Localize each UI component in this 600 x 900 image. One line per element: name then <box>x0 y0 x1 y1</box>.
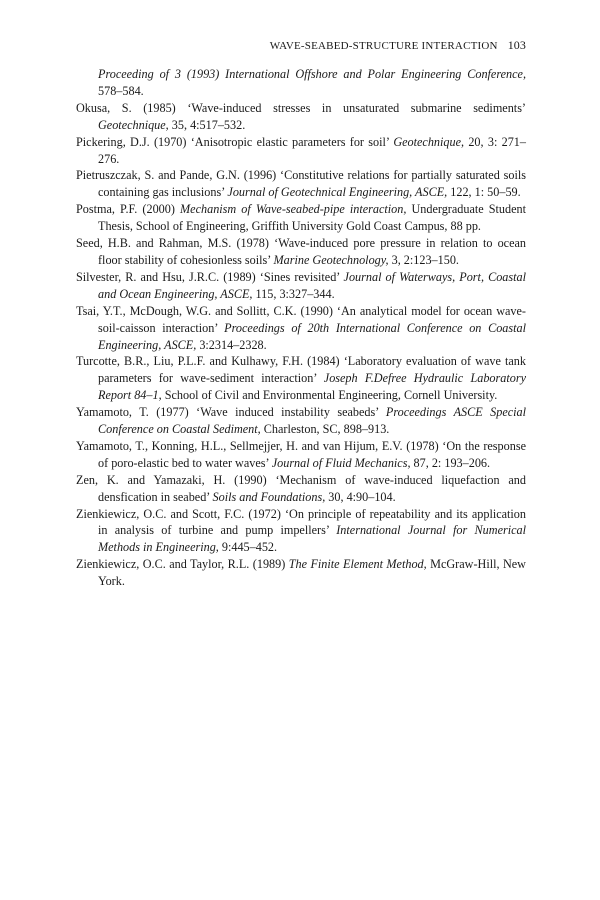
reference-entry <box>76 404 526 438</box>
reference-source: Geotechnique, <box>98 117 169 132</box>
reference-source: Marine Geotechnology, <box>273 252 389 267</box>
reference-text: Zienkiewicz, O.C. and Scott, F.C. (1972) ‘On principle of repeatability and its application in analysis of turbine and pump impellers’ <box>76 506 526 538</box>
reference-source: Soils and Foundations, <box>212 489 326 504</box>
reference-text: Zienkiewicz, O.C. and Taylor, R.L. (1989) <box>76 557 289 572</box>
reference-details: 578–584. <box>98 83 144 98</box>
reference-entry <box>76 66 526 100</box>
reference-entry <box>76 438 526 472</box>
reference-source: Proceeding of 3 (1993) International Offshore and Polar Engineering Conference, <box>98 67 526 81</box>
reference-entry <box>76 235 526 269</box>
page-number: 103 <box>507 38 526 52</box>
reference-entry <box>76 201 526 235</box>
reference-entry <box>76 134 526 168</box>
reference-entry <box>76 506 526 557</box>
reference-source: Journal of Fluid Mechanics, <box>271 455 411 470</box>
reference-source: The Finite Element Method, <box>288 557 427 572</box>
reference-details: 35, 4:517–532. <box>168 117 246 132</box>
reference-details: 3:2314–2328. <box>196 337 267 352</box>
reference-source: Geotechnique, <box>393 134 465 149</box>
reference-details: 9:445–452. <box>218 540 278 555</box>
reference-text: Zen, K. and Yamazaki, H. (1990) ‘Mechanism of wave-induced liquefaction and densfication in seabed’ <box>76 472 526 504</box>
reference-entry <box>76 269 526 303</box>
reference-entry <box>76 353 526 404</box>
reference-source: Journal of Geotechnical Engineering, ASCE, <box>227 185 448 200</box>
reference-source: Proceedings of 20th International Conference on Coastal Engineering, ASCE, <box>98 320 526 352</box>
reference-entry <box>76 303 526 354</box>
running-head-title: WAVE-SEABED-STRUCTURE INTERACTION <box>269 40 498 52</box>
reference-entry <box>76 100 526 134</box>
reference-details: 87, 2: 193–206. <box>410 455 491 470</box>
reference-details: 122, 1: 50–59. <box>447 185 521 200</box>
reference-details: 20, 3: 271–276. <box>98 134 526 166</box>
reference-list <box>76 66 526 590</box>
reference-text: Yamamoto, T., Konning, H.L., Sellmejjer, H. and van Hijum, E.V. (1978) ‘On the response of poro-elastic bed to water waves’ <box>76 438 526 470</box>
reference-entry <box>76 167 526 201</box>
reference-source: Journal of Waterways, Port, Coastal and Ocean Engineering, ASCE, <box>98 269 526 301</box>
reference-text: Pietruszczak, S. and Pande, G.N. (1996) ‘Constitutive relations for partially saturated soils containing gas inclusions’ <box>76 168 526 200</box>
reference-details: School of Civil and Environmental Engineering, Cornell University. <box>161 388 498 403</box>
reference-text: Pickering, D.J. (1970) ‘Anisotropic elastic parameters for soil’ <box>76 134 394 149</box>
reference-entry <box>76 556 526 590</box>
reference-text: Okusa, S. (1985) ‘Wave-induced stresses in unsaturated submarine sediments’ <box>76 100 526 115</box>
reference-source: Joseph F.Defree Hydraulic Laboratory Report 84–1, <box>98 371 526 403</box>
reference-text: Silvester, R. and Hsu, J.R.C. (1989) ‘Sines revisited’ <box>76 269 344 284</box>
reference-text: Seed, H.B. and Rahman, M.S. (1978) ‘Wave-induced pore pressure in relation to ocean floor stability of cohesionless soils’ <box>76 236 526 267</box>
reference-text: Yamamoto, T. (1977) ‘Wave induced instability seabeds’ <box>76 405 386 420</box>
reference-source: International Journal for Numerical Methods in Engineering, <box>98 523 526 555</box>
reference-text: Turcotte, B.R., Liu, P.L.F. and Kulhawy, F.H. (1984) ‘Laboratory evaluation of wave tank parameters for wave-sediment interaction’ <box>76 354 526 386</box>
running-head <box>76 37 526 54</box>
reference-details: 3, 2:123–150. <box>388 252 459 267</box>
reference-details: Charleston, SC, 898–913. <box>260 422 390 437</box>
reference-source: Mechanism of Wave-seabed-pipe interaction, <box>180 202 407 217</box>
reference-details: 115, 3:327–344. <box>252 286 335 301</box>
reference-entry <box>76 472 526 506</box>
reference-source: Proceedings ASCE Special Conference on Coastal Sediment, <box>98 405 527 437</box>
reference-text: Tsai, Y.T., McDough, W.G. and Sollitt, C.K. (1990) ‘An analytical model for ocean wave-soil-caisson interaction’ <box>76 303 526 335</box>
reference-details: McGraw-Hill, New York. <box>98 557 526 589</box>
reference-details: 30, 4:90–104. <box>325 489 396 504</box>
reference-details: Undergraduate Student Thesis, School of Engineering, Griffith University Gold Coast Campus, 88 pp. <box>98 202 527 234</box>
reference-text: Postma, P.F. (2000) <box>76 202 181 217</box>
